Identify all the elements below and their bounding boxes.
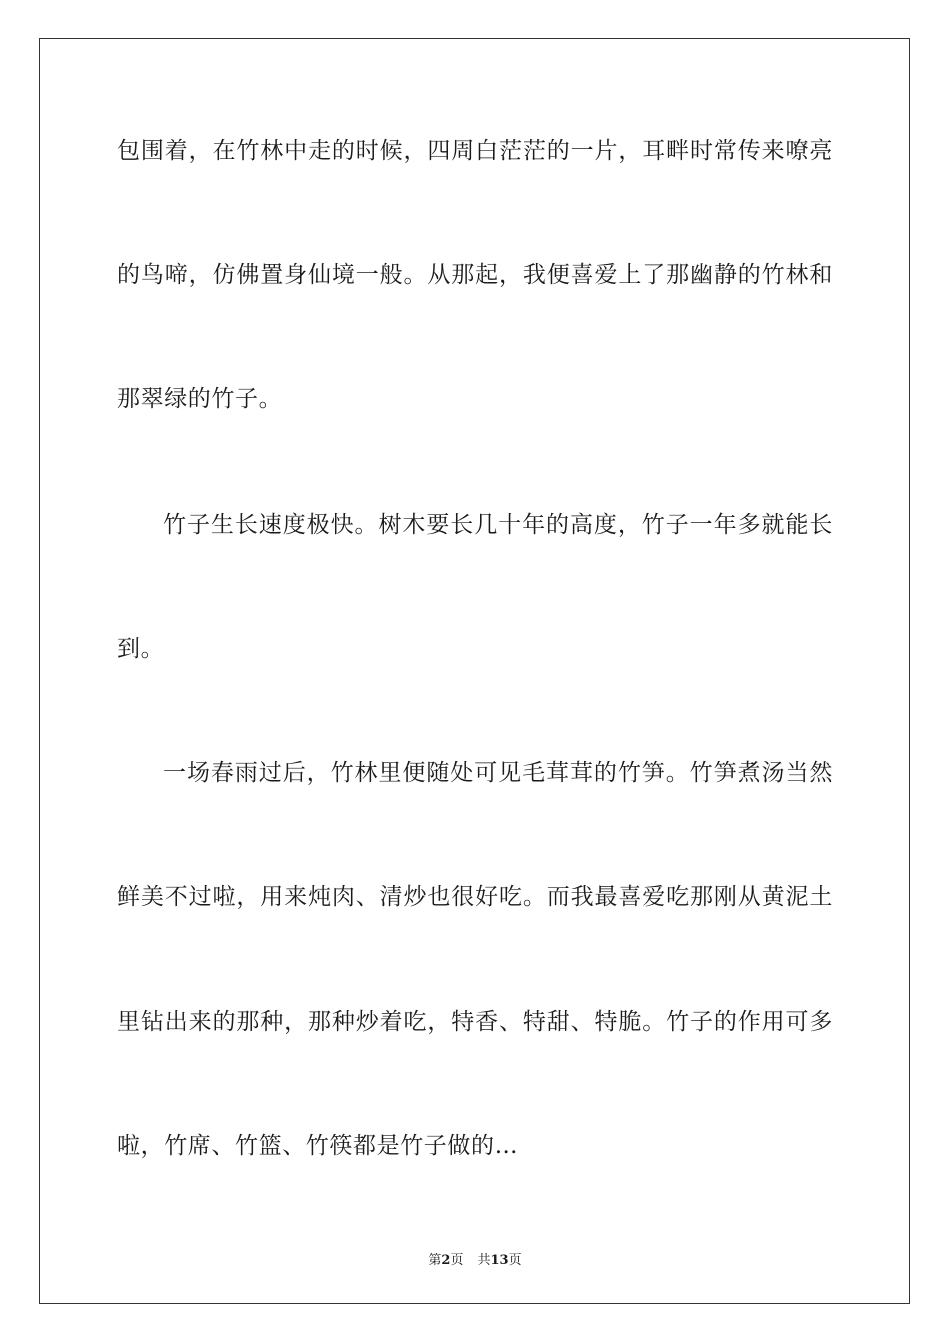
text-line-3: 那翠绿的竹子。 bbox=[117, 386, 283, 412]
text-line-9: 啦，竹席、竹篮、竹筷都是竹子做的… bbox=[117, 1133, 519, 1159]
page-frame bbox=[39, 38, 910, 1304]
total-suffix: 页 bbox=[508, 1253, 522, 1268]
text-line-7: 鲜美不过啦，用来炖肉、清炒也很好吃。而我最喜爱吃那刚从黄泥土 bbox=[117, 884, 833, 910]
text-line-5: 到。 bbox=[117, 636, 165, 662]
page-number: 2 bbox=[441, 1253, 451, 1268]
text-line-2: 的鸟啼，仿佛置身仙境一般。从那起，我便喜爱上了那幽静的竹林和 bbox=[117, 262, 833, 288]
text-line-8: 里钻出来的那种，那种炒着吃，特香、特甜、特脆。竹子的作用可多 bbox=[117, 1009, 833, 1035]
page-prefix: 第 bbox=[428, 1253, 442, 1268]
page-suffix: 页 bbox=[450, 1253, 464, 1268]
total-prefix: 共 bbox=[477, 1253, 491, 1268]
total-pages: 13 bbox=[490, 1253, 509, 1268]
page-footer bbox=[0, 1249, 950, 1268]
text-line-1: 包围着，在竹林中走的时候，四周白茫茫的一片，耳畔时常传来嘹亮 bbox=[117, 138, 833, 164]
text-line-6: 一场春雨过后，竹林里便随处可见毛茸茸的竹笋。竹笋煮汤当然 bbox=[163, 760, 833, 786]
text-line-4: 竹子生长速度极快。树木要长几十年的高度，竹子一年多就能长 bbox=[163, 512, 833, 538]
